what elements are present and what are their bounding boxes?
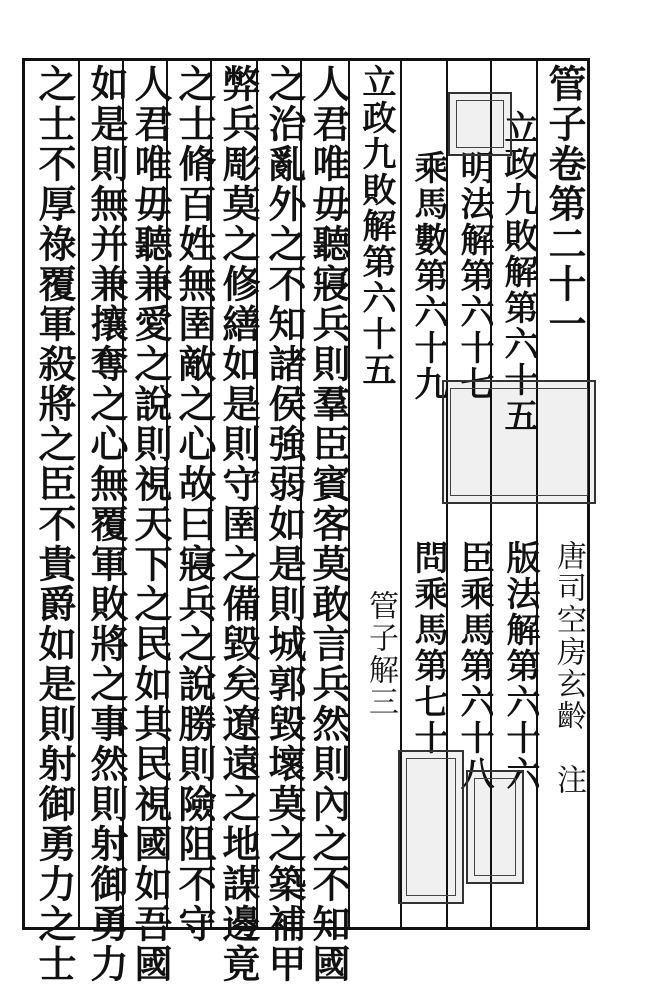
contents-item: 明法解第六十七 [454,150,494,402]
contents-item: 臣乘馬第六十八 [454,540,494,792]
contents-item: 版法解第六十六 [500,540,540,792]
chapter-heading: 立政九敗解第六十五 [356,64,396,388]
text-column: 人君唯毋聽兼愛之說則視天下之民如其民視國如吾國 [128,64,173,984]
text-column: 之士不厚祿覆軍殺將之臣不貴爵如是則射御勇力之士 [32,64,77,984]
contents-item: 立政九敗解第六十五 [498,110,538,434]
collector-seal [448,92,512,156]
text-column: 如是則無并兼攘奪之心無覆軍敗將之事然則射御勇力 [84,64,129,984]
contents-item: 乘馬數第六十九 [408,150,448,402]
collector-seal [398,750,464,904]
author-line: 唐司空房玄齡 注 [551,540,586,796]
text-column: 弊兵彫莫之修繕如是則守圉之備毀矣遼遠之地謀邊竟 [216,64,261,984]
column-divider [78,58,80,930]
text-column: 之士脩百姓無圉敵之心故曰寢兵之說勝則險阻不守 [172,64,217,944]
collector-seal [466,770,524,884]
contents-item: 問乘馬第七十 [408,540,448,756]
text-column: 之治亂外之不知諸侯強弱如是則城郭毀壞莫之築補甲 [262,64,307,984]
book-title: 管子卷第二十一 [542,64,587,344]
marginal-note: 管子解三 [363,590,398,718]
text-column: 人君唯毋聽寢兵則羣臣賓客莫敢言兵然則內之不知國 [306,64,351,984]
collector-seal [442,380,596,504]
